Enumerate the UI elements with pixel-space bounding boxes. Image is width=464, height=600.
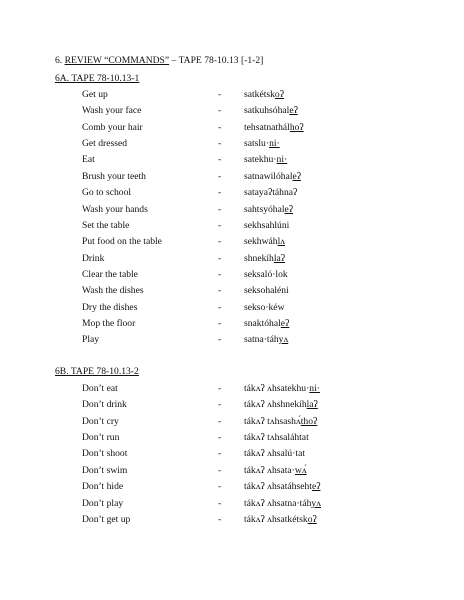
vocab-row <box>0 285 464 301</box>
word-segment: tákʌʔ ʌhsata· <box>244 464 295 476</box>
english-command: Wash the dishes <box>82 285 144 297</box>
oneida-translation <box>244 204 293 215</box>
oneida-translation <box>244 448 305 459</box>
title-main: REVIEW “COMMANDS” <box>64 55 170 66</box>
vocab-row <box>0 514 464 530</box>
underlined-syllable: ni· <box>309 383 320 394</box>
underlined-syllable: eʔ <box>289 105 298 117</box>
underlined-syllable: yʌ <box>311 497 321 509</box>
dash-separator: - <box>218 383 222 394</box>
vocab-row <box>0 220 464 236</box>
dash-separator: - <box>218 415 222 427</box>
underlined-syllable: oʔ <box>307 513 317 525</box>
dash-separator: - <box>218 203 222 215</box>
underlined-syllable: oʔ <box>274 89 284 100</box>
dash-separator: - <box>218 187 222 199</box>
oneida-translation <box>244 220 289 231</box>
word-segment: seksaló·lok <box>244 268 288 280</box>
oneida-translation <box>244 432 309 443</box>
dash-separator: - <box>218 432 222 444</box>
english-command: Don’t cry <box>82 415 119 427</box>
oneida-translation <box>244 89 284 100</box>
underlined-syllable: ni· <box>269 138 280 150</box>
dash-separator: - <box>218 513 222 525</box>
english-command: Don’t shoot <box>82 448 128 460</box>
vocab-row <box>0 138 464 154</box>
oneida-translation <box>244 498 321 509</box>
word-segment: satkétsk <box>244 89 275 100</box>
english-command: Don’t run <box>82 432 120 444</box>
dash-separator: - <box>218 399 222 411</box>
english-command: Play <box>82 334 100 346</box>
word-segment: tákʌʔ tʌhsashʌ́ <box>244 415 301 427</box>
english-command: Wash your hands <box>82 203 148 215</box>
english-command: Mop the floor <box>82 317 136 329</box>
underlined-syllable: laʔ <box>306 399 318 411</box>
vocab-row <box>0 171 464 187</box>
dash-separator: - <box>218 481 222 493</box>
underlined-syllable: eʔ <box>280 317 290 329</box>
underlined-syllable: yʌ <box>278 334 289 346</box>
oneida-translation <box>244 334 288 345</box>
vocab-row <box>0 154 464 170</box>
underlined-syllable: eʔ <box>292 170 302 182</box>
english-command: Don’t play <box>82 497 124 509</box>
vocab-row <box>0 448 464 464</box>
word-segment: tákʌʔ ʌhsatna·táh <box>244 497 312 509</box>
underlined-syllable: ni· <box>276 154 288 166</box>
oneida-translation <box>244 302 285 313</box>
word-segment: satekhu· <box>244 154 277 166</box>
vocab-row <box>0 187 464 203</box>
oneida-translation <box>244 416 317 427</box>
oneida-translation <box>244 481 320 492</box>
dash-separator: - <box>218 464 222 476</box>
oneida-translation <box>244 285 289 296</box>
oneida-translation <box>244 514 317 525</box>
underlined-syllable: laʔ <box>273 252 286 264</box>
underlined-syllable: eʔ <box>311 481 321 493</box>
word-segment: tákʌʔ ʌhsatkétsk <box>244 513 308 525</box>
oneida-translation <box>244 318 289 329</box>
vocab-row <box>0 122 464 138</box>
dash-separator: - <box>218 89 222 100</box>
oneida-translation <box>244 465 307 476</box>
dash-separator: - <box>218 121 222 133</box>
word-segment: sekhsahlúni <box>244 219 290 231</box>
oneida-translation <box>244 253 285 264</box>
word-segment: tákʌʔ ʌhshnekíh <box>244 399 307 411</box>
word-segment: tákʌʔ ʌhsatekhu· <box>244 383 310 394</box>
dash-separator: - <box>218 497 222 509</box>
vocab-row <box>0 236 464 252</box>
english-command: Don’t eat <box>82 383 118 394</box>
dash-separator: - <box>218 268 222 280</box>
page-title <box>55 55 263 66</box>
word-segment: satna·táh <box>244 334 279 346</box>
vocab-row <box>0 498 464 514</box>
word-segment: satkuhsóhal <box>244 105 290 117</box>
underlined-syllable: eʔ <box>284 203 294 215</box>
title-suffix: – TAPE 78-10.13 [-1-2] <box>169 55 264 66</box>
english-command: Don’t drink <box>82 399 127 411</box>
english-command: Put food on the table <box>82 236 162 248</box>
oneida-translation <box>244 187 297 198</box>
english-command: Don’t get up <box>82 513 131 525</box>
english-command: Clear the table <box>82 268 138 280</box>
oneida-translation <box>244 171 301 182</box>
english-command: Get up <box>82 89 108 100</box>
vocab-row <box>0 334 464 350</box>
english-command: Go to school <box>82 187 132 199</box>
vocab-row <box>0 416 464 432</box>
vocab-row <box>0 383 464 399</box>
vocab-row <box>0 302 464 318</box>
word-segment: snaktóhal <box>244 317 281 329</box>
word-segment: sahtsyóhal <box>244 203 285 215</box>
vocab-row <box>0 399 464 415</box>
english-command: Get dressed <box>82 138 128 150</box>
oneida-translation <box>244 269 288 280</box>
word-segment: tehsatnathál <box>244 121 290 133</box>
english-command: Wash your face <box>82 105 142 117</box>
word-segment: shnekíh <box>244 252 274 264</box>
word-segment: sekhwáh <box>244 236 278 248</box>
english-command: Dry the dishes <box>82 301 138 313</box>
word-segment: satslu· <box>244 138 270 150</box>
word-segment: tákʌʔ ʌhsalú·tat <box>244 448 306 460</box>
dash-separator: - <box>218 334 222 346</box>
dash-separator: - <box>218 138 222 150</box>
dash-separator: - <box>218 236 222 248</box>
oneida-translation <box>244 105 298 116</box>
word-segment: satayaʔtáhnaʔ <box>244 187 298 199</box>
underlined-syllable: thoʔ <box>300 415 318 427</box>
dash-separator: - <box>218 317 222 329</box>
vocab-row <box>0 253 464 269</box>
vocab-row <box>0 318 464 334</box>
vocab-row <box>0 204 464 220</box>
english-command: Comb your hair <box>82 121 143 133</box>
dash-separator: - <box>218 219 222 231</box>
word-segment: sekso·kéw <box>244 301 285 313</box>
underlined-syllable: lʌ <box>277 236 286 248</box>
word-segment: satnawilóhal <box>244 170 293 182</box>
section-heading: 6A. TAPE 78-10.13-1 <box>55 73 140 84</box>
vocab-row <box>0 481 464 497</box>
dash-separator: - <box>218 285 222 297</box>
dash-separator: - <box>218 154 222 166</box>
section-heading: 6B. TAPE 78-10.13-2 <box>55 366 139 377</box>
vocab-row <box>0 269 464 285</box>
vocab-row <box>0 465 464 481</box>
dash-separator: - <box>218 105 222 117</box>
word-segment: tákʌʔ tʌhsaláhtat <box>244 432 309 444</box>
oneida-translation <box>244 154 287 165</box>
vocab-row <box>0 432 464 448</box>
english-command: Don’t hide <box>82 481 124 493</box>
word-segment: tákʌʔ ʌhsatáhseht <box>244 481 312 493</box>
underlined-syllable: hoʔ <box>289 121 304 133</box>
dash-separator: - <box>218 170 222 182</box>
english-command: Eat <box>82 154 95 166</box>
english-command: Drink <box>82 252 105 264</box>
oneida-translation <box>244 122 304 133</box>
dash-separator: - <box>218 301 222 313</box>
oneida-translation <box>244 236 285 247</box>
vocab-row <box>0 89 464 105</box>
vocab-row <box>0 105 464 121</box>
title-prefix: 6. <box>55 55 65 66</box>
english-command: Set the table <box>82 219 130 231</box>
oneida-translation <box>244 383 320 394</box>
underlined-syllable: wʌ́ <box>294 464 307 476</box>
english-command: Brush your teeth <box>82 170 146 182</box>
oneida-translation <box>244 399 318 410</box>
english-command: Don’t swim <box>82 464 128 476</box>
oneida-translation <box>244 138 280 149</box>
word-segment: seksohaléni <box>244 285 289 297</box>
dash-separator: - <box>218 448 222 460</box>
dash-separator: - <box>218 252 222 264</box>
